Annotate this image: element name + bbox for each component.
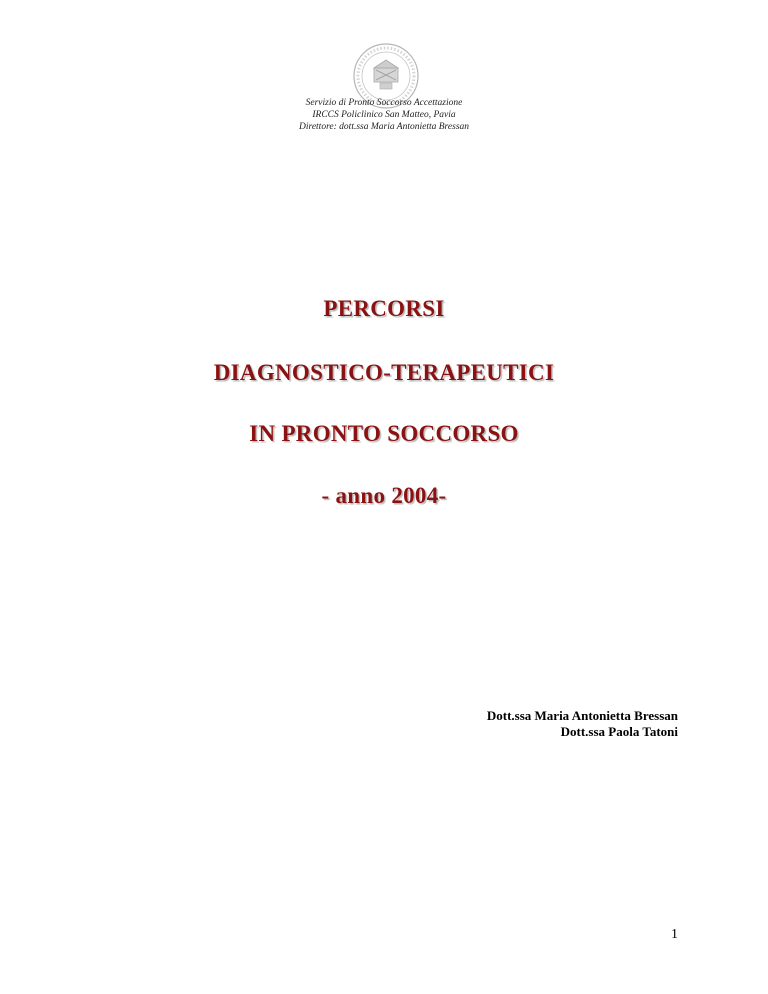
header-line-institution: IRCCS Policlinico San Matteo, Pavia: [312, 110, 456, 120]
header-line-service: Servizio di Pronto Soccorso Accettazione: [305, 98, 463, 108]
author-name: Dott.ssa Paola Tatoni: [560, 724, 678, 739]
header-line-director: Direttore: dott.ssa Maria Antonietta Bressan: [298, 122, 470, 132]
institution-header: [0, 97, 768, 133]
title-line-3: IN PRONTO SOCCORSO: [249, 421, 519, 446]
author-name: Dott.ssa Maria Antonietta Bressan: [486, 708, 678, 723]
title-line-1: PERCORSI: [323, 296, 445, 321]
page-number: 1: [671, 927, 678, 942]
authors-block: [487, 708, 678, 740]
title-line-year: - anno 2004-: [321, 483, 447, 508]
title-line-2: DIAGNOSTICO-TERAPEUTICI: [213, 360, 555, 385]
